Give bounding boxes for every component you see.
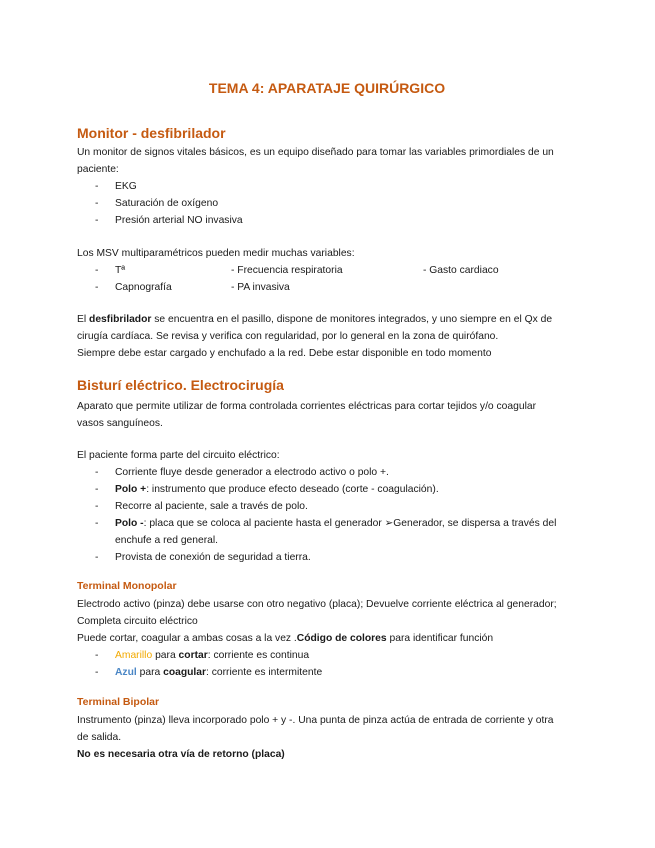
paragraph-line: cirugía cardíaca. Se revisa y verifica con regularidad, por lo general en la zona de quirófano.	[77, 331, 499, 342]
bullet-dash: -	[95, 667, 99, 678]
list-item: - Frecuencia respiratoria	[231, 265, 343, 276]
paragraph-line: Siempre debe estar cargado y enchufado a la red. Debe estar disponible en todo momento	[77, 348, 492, 359]
bullet-dash: -	[95, 265, 99, 276]
bold-term: Código de colores	[296, 633, 387, 644]
list-item	[115, 481, 439, 498]
text-span: se encuentra en el pasillo, dispone de monitores integrados, y uno siempre en el Qx de	[151, 314, 553, 325]
text-span: : placa que se coloca al paciente hasta el generador ➢Generador, se dispersa a través del	[143, 518, 557, 529]
subheading-bipolar: Terminal Bipolar	[77, 696, 160, 708]
paragraph-line: Electrodo activo (pinza) debe usarse con otro negativo (placa); Devuelve corriente eléctrica al generador;	[77, 599, 557, 610]
list-item: Provista de conexión de seguridad a tierra.	[115, 552, 311, 563]
color-word-blue: Azul	[115, 667, 137, 678]
paragraph-line: Un monitor de signos vitales básicos, es un equipo diseñado para tomar las variables primordiales de un	[77, 147, 554, 158]
bold-term: cortar	[178, 650, 208, 661]
bullet-dash: -	[95, 650, 99, 661]
bullet-dash: -	[95, 282, 99, 293]
paragraph-line	[77, 311, 552, 328]
text-span: para	[136, 667, 164, 678]
bullet-dash: -	[95, 484, 99, 495]
paragraph-line: Aparato que permite utilizar de forma controlada corrientes eléctricas para cortar tejidos y/o coagular	[77, 401, 537, 412]
paragraph-line: de salida.	[77, 732, 122, 743]
bullet-dash: -	[95, 198, 99, 209]
paragraph-line-bold: No es necesaria otra vía de retorno (placa)	[77, 749, 285, 760]
bullet-dash: -	[95, 552, 99, 563]
bold-term: Polo +	[115, 484, 147, 495]
text-span: : corriente es intermitente	[206, 667, 323, 678]
paragraph-line: vasos sanguíneos.	[77, 418, 163, 429]
list-item: Presión arterial NO invasiva	[115, 215, 243, 226]
color-word-yellow: Amarillo	[115, 650, 153, 661]
list-item	[115, 647, 309, 664]
paragraph-line: Los MSV multiparamétricos pueden medir muchas variables:	[77, 248, 355, 259]
list-item: - Gasto cardiaco	[423, 265, 499, 276]
bold-term: Polo -	[115, 518, 144, 529]
list-item: Saturación de oxígeno	[115, 198, 219, 209]
text-span: Puede cortar, coagular a ambas cosas a la vez .	[77, 633, 297, 644]
text-span: para identificar función	[386, 633, 494, 644]
list-item: - PA invasiva	[231, 282, 290, 293]
paragraph-line: El paciente forma parte del circuito eléctrico:	[77, 450, 280, 461]
list-item: Corriente fluye desde generador a electrodo activo o polo +.	[115, 467, 389, 478]
bold-term: desfibrilador	[89, 314, 152, 325]
paragraph-line: Completa circuito eléctrico	[77, 616, 198, 627]
list-item: Recorre al paciente, sale a través de polo.	[115, 501, 308, 512]
list-item: Tª	[115, 265, 126, 276]
bullet-dash: -	[95, 215, 99, 226]
page-title: TEMA 4: APARATAJE QUIRÚRGICO	[208, 80, 446, 96]
bullet-dash: -	[95, 518, 99, 529]
list-item-continuation: enchufe a red general.	[115, 535, 219, 546]
section-heading-bisturi: Bisturí eléctrico. Electrocirugía	[77, 377, 284, 393]
list-item	[115, 515, 556, 532]
text-span: El	[77, 314, 90, 325]
bold-term: coagular	[163, 667, 207, 678]
bullet-dash: -	[95, 501, 99, 512]
paragraph-line	[77, 630, 493, 647]
text-span: : instrumento que produce efecto deseado (corte - coagulación).	[146, 484, 439, 495]
paragraph-line: paciente:	[77, 164, 119, 175]
list-item: EKG	[115, 181, 137, 192]
text-span: para	[152, 650, 179, 661]
list-item: Capnografía	[115, 282, 172, 293]
section-heading-monitor: Monitor - desfibrilador	[77, 125, 226, 141]
bullet-dash: -	[95, 467, 99, 478]
bullet-dash: -	[95, 181, 99, 192]
text-span: : corriente es continua	[207, 650, 310, 661]
subheading-monopolar: Terminal Monopolar	[77, 580, 177, 592]
list-item	[115, 664, 322, 681]
paragraph-line: Instrumento (pinza) lleva incorporado polo + y -. Una punta de pinza actúa de entrada de corriente y otra	[77, 715, 554, 726]
